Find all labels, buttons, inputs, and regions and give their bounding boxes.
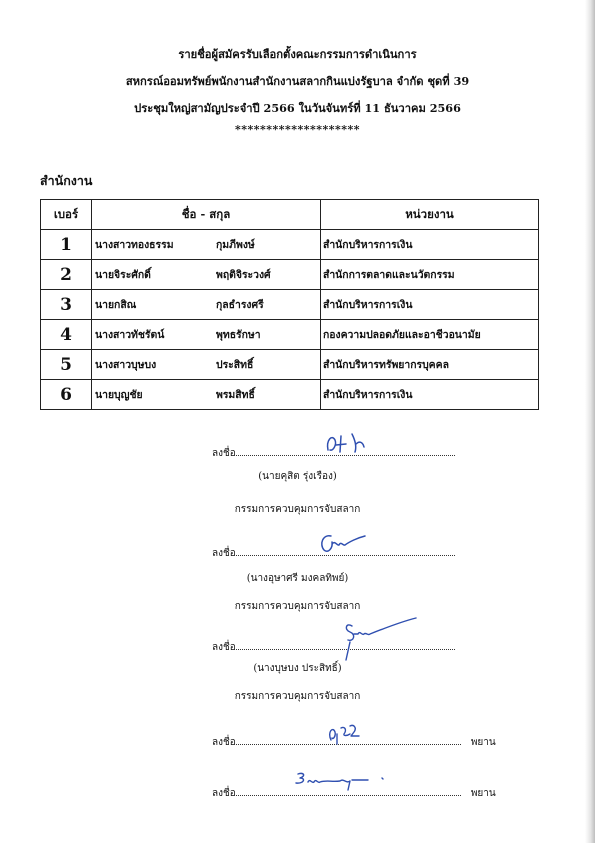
table-header-row (41, 200, 539, 230)
section-title: สำนักงาน (40, 173, 93, 188)
table-row (41, 380, 539, 410)
witness-label: พยาน (470, 737, 496, 748)
witness-label: พยาน (470, 788, 496, 799)
signer-role-2: กรรมการควบคุมการจับสลาก (234, 601, 361, 612)
candidate-first-name: นายจิระศักดิ์ (95, 269, 151, 281)
candidate-last-name: พฤติจิระวงศ์ (216, 269, 271, 281)
candidate-number: 3 (41, 290, 92, 320)
candidate-unit: สำนักการตลาดและนวัตกรรม (321, 260, 539, 290)
candidate-name (92, 260, 321, 290)
candidate-unit: สำนักบริหารการเงิน (321, 290, 539, 320)
candidate-unit: สำนักบริหารทรัพยากรบุคคล (321, 350, 539, 380)
header-organization: สหกรณ์ออมทรัพย์พนักงานสำนักงานสลากกินแบ่งรัฐบาล จำกัด ชุดที่ 39 (125, 74, 470, 88)
candidate-last-name: พรมสิทธิ์ (216, 389, 255, 401)
table-row (41, 290, 539, 320)
candidate-last-name: ประสิทธิ์ (216, 359, 254, 371)
candidate-unit: สำนักบริหารการเงิน (321, 380, 539, 410)
signature-scribble-icon (322, 430, 384, 456)
column-header-unit: หน่วยงาน (321, 200, 539, 230)
candidate-number: 2 (41, 260, 92, 290)
candidate-last-name: กุมภีพงษ์ (216, 239, 255, 251)
candidate-first-name: นางสาวบุษบง (95, 359, 157, 371)
sign-label: ลงชื่อ (212, 448, 236, 459)
signer-role-1: กรรมการควบคุมการจับสลาก (234, 504, 361, 515)
candidate-number: 4 (41, 320, 92, 350)
candidate-first-name: นายกสิณ (95, 299, 137, 311)
candidate-unit: สำนักบริหารการเงิน (321, 230, 539, 260)
header-stars: ******************** (234, 123, 361, 136)
document-header (0, 44, 595, 135)
signature-scribble-icon (290, 768, 390, 794)
column-header-number: เบอร์ (41, 200, 92, 230)
candidate-last-name: กุลธำรงศรี (216, 299, 264, 311)
signer-name-3: (นางบุษบง ประสิทธิ์) (253, 663, 342, 674)
candidate-table (40, 199, 539, 410)
signature-scribble-icon (330, 616, 420, 662)
signer-name-1: (นายคุสิต รุ่งเรือง) (258, 471, 337, 482)
signature-scribble-icon (315, 530, 375, 560)
table-row (41, 320, 539, 350)
candidate-name (92, 230, 321, 260)
candidate-first-name: นายบุญชัย (95, 389, 143, 401)
signer-name-2: (นางอุษาศรี มงคลทิพย์) (246, 573, 349, 584)
candidate-unit: กองความปลอดภัยและอาชีวอนามัย (321, 320, 539, 350)
sign-label: ลงชื่อ (212, 737, 236, 748)
table-row (41, 260, 539, 290)
sign-label: ลงชื่อ (212, 548, 236, 559)
table-row (41, 230, 539, 260)
signature-scribble-icon (323, 720, 363, 746)
candidate-first-name: นางสาวทองธรรม (95, 239, 174, 251)
candidate-name (92, 290, 321, 320)
candidate-number: 6 (41, 380, 92, 410)
table-row (41, 350, 539, 380)
candidate-number: 5 (41, 350, 92, 380)
candidate-first-name: นางสาวทัชรัตน์ (95, 329, 165, 341)
column-header-name: ชื่อ - สกุล (92, 200, 321, 230)
candidate-number: 1 (41, 230, 92, 260)
candidate-name (92, 320, 321, 350)
candidate-last-name: พุทธรักษา (216, 329, 261, 341)
candidate-name (92, 350, 321, 380)
candidate-name (92, 380, 321, 410)
header-title: รายชื่อผู้สมัครรับเลือกตั้งคณะกรรมการดำเนินการ (178, 47, 417, 61)
signer-role-3: กรรมการควบคุมการจับสลาก (234, 691, 361, 702)
sign-label: ลงชื่อ (212, 788, 236, 799)
header-meeting: ประชุมใหญ่สามัญประจำปี 2566 ในวันจันทร์ที่ 11 ธันวาคม 2566 (134, 101, 461, 115)
sign-label: ลงชื่อ (212, 642, 236, 653)
